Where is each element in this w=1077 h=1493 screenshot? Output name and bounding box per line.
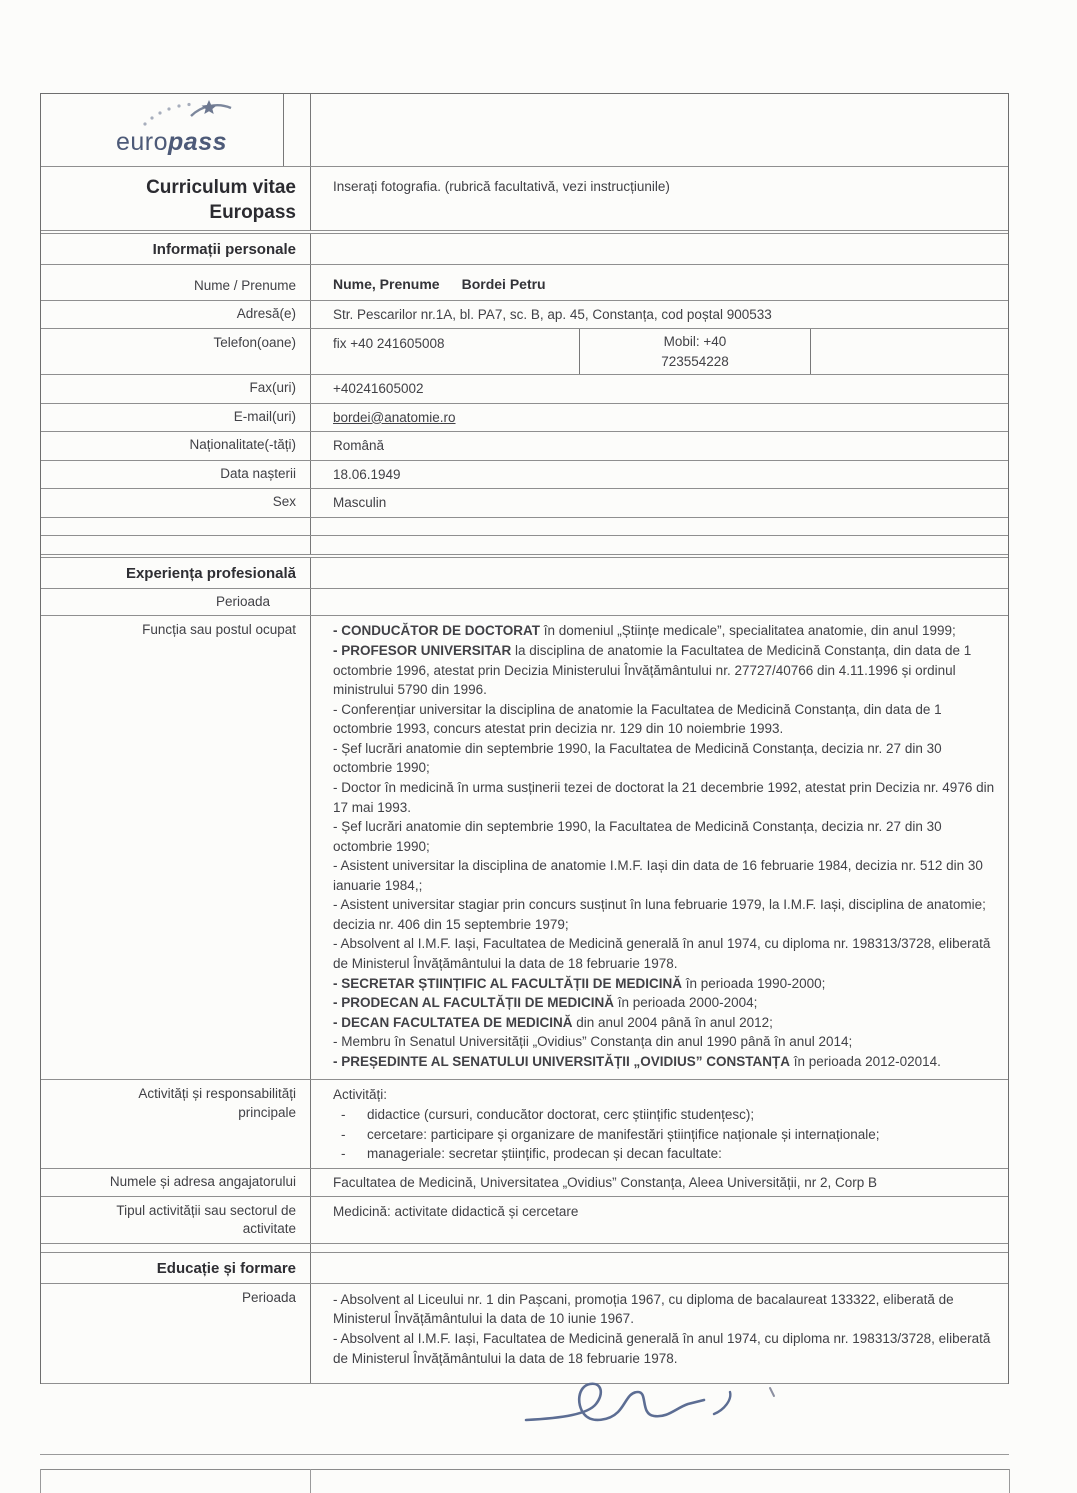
title-line2: Europass: [209, 202, 296, 224]
row-sector: [41, 1197, 1008, 1243]
fax-label: Fax(uri): [41, 375, 311, 403]
section-education-row: [41, 1253, 1008, 1284]
nationality-value: Română: [333, 438, 385, 454]
photo-note: Inserați fotografia. (rubrică facultativă, vezi instrucțiunile): [333, 178, 670, 194]
employer-label: Numele și adresa angajatorului: [41, 1169, 311, 1197]
row-name: [41, 265, 1008, 300]
row-education-period: [41, 1284, 1008, 1384]
row-birthdate: [41, 461, 1008, 490]
section-personal-row: [41, 234, 1008, 265]
employer-value: Facultatea de Medicină, Universitatea „Ovidius” Constanța, Aleea Universității, nr 2, Corp B: [333, 1174, 878, 1190]
sector-label: Tipul activității sau sectorul de activitate: [41, 1197, 311, 1242]
spacer-row: [41, 1244, 1008, 1253]
activities-intro: Activități:: [333, 1087, 388, 1103]
row-period: [41, 589, 1008, 616]
bottom-vline-right: [1009, 1469, 1010, 1493]
bottom-line-1: [40, 1454, 1009, 1455]
activities-bullet: - manageriale: secretar științific, prodecan și decan facultate:: [341, 1146, 722, 1162]
signature-scribble: [518, 1374, 788, 1438]
nationality-label: Naționalitate(-tăți): [41, 432, 311, 460]
row-sex: [41, 489, 1008, 518]
section-experience-title: Experiența profesională: [41, 558, 311, 588]
role-item: - Conferențiar universitar la disciplina de anatomie la Facultatea de Medicină Constanța, din data de 1 octombrie 1993, concurs atestat prin decizia nr. 129 din 10 noiembrie 1993.: [333, 701, 942, 737]
title-line1: Curriculum vitae: [146, 176, 296, 198]
row-nationality: [41, 432, 1008, 461]
spacer-row: [41, 518, 1008, 536]
education-period-value: [311, 1284, 1008, 1383]
logo-row: [41, 94, 1008, 167]
document-title: [41, 167, 311, 230]
row-fax: [41, 375, 1008, 404]
cv-table: [40, 93, 1009, 1384]
role-item: - Absolvent al I.M.F. Iași, Facultatea de Medicină generală în anul 1974, cu diploma nr. 198313/3728, eliberată de Ministerul Învățământului la data de 18 februarie 1978.: [333, 936, 991, 972]
role-item: - Asistent universitar la disciplina de anatomie I.M.F. Iași din data de 16 februarie 1984, decizia nr. 512 din 30 ianuarie 1984,;: [333, 858, 983, 893]
address-value: Str. Pescarilor nr.1A, bl. PA7, sc. B, ap. 45, Constanța, cod poștal 900533: [333, 306, 772, 322]
europass-wordmark: [109, 126, 235, 160]
phone-value: [311, 329, 1008, 374]
role-value: [311, 616, 1008, 1079]
role-item: - CONDUCĂTOR DE DOCTORAT în domeniul „Științe medicale”, specialitatea anatomie, din anul 1999;: [333, 623, 956, 639]
phone-mobile-cell: [579, 329, 811, 374]
europass-logo: [109, 98, 235, 160]
name-value-label: Nume, Prenume: [333, 276, 440, 293]
education-item: - Absolvent al I.M.F. Iași, Facultatea de Medicină generală în anul 1974, cu diploma nr. 198313/3728, eliberată de Ministerul Învățământului la data de 18 februarie 1978.: [333, 1331, 991, 1366]
row-role: [41, 616, 1008, 1080]
logo-subcell: [283, 94, 310, 166]
role-item: - Doctor în medicină în urma susținerii tezei de doctorat la 21 decembrie 1992, atestat prin Decizia nr. 4976 din 17 mai 1993.: [333, 779, 995, 815]
section-personal-empty: [311, 234, 1008, 264]
address-label: Adresă(e): [41, 301, 311, 329]
fax-value: +40241605002: [333, 381, 424, 397]
row-address: [41, 301, 1008, 330]
name-label: Nume / Prenume: [41, 265, 311, 299]
logo-cell: [41, 94, 311, 166]
bottom-vline-col: [310, 1469, 311, 1493]
email-label: E-mail(uri): [41, 404, 311, 432]
email-value: bordei@anatomie.ro: [333, 409, 456, 425]
education-period-label: Perioada: [41, 1284, 311, 1383]
period-label: Perioada: [41, 589, 311, 615]
activities-value: [311, 1080, 1008, 1167]
row-activities: [41, 1080, 1008, 1168]
activities-label: Activități și responsabilități principale: [41, 1080, 311, 1167]
logo-row-empty-cell: [311, 94, 1008, 166]
role-item: - PREȘEDINTE AL SENATULUI UNIVERSITĂȚII „OVIDIUS” CONSTANȚA în perioada 2012-02014.: [333, 1053, 941, 1069]
phone-filler: [811, 329, 1008, 374]
education-item: - Absolvent al Liceului nr. 1 din Pașcani, promoția 1967, cu diploma de bacalaureat 133322, eliberată de Ministerul Învățământului la data de 10 iunie 1967.: [333, 1291, 954, 1327]
role-item: - Asistent universitar stagiar prin concurs susținut în luna februarie 1979, la I.M.F. Iași, disciplina de anatomie; decizia nr. 406 din 15 septembrie 1979;: [333, 897, 986, 932]
role-item: - Membru în Senatul Universității „Ovidius” Constanța din anul 1990 până în anul 2014;: [333, 1034, 853, 1050]
name-value: [311, 265, 1008, 299]
sex-label: Sex: [41, 489, 311, 517]
role-item: - Șef lucrări anatomie din septembrie 1990, la Facultatea de Medicină Constanța, decizia nr. 27 din 30 octombrie 1990;: [333, 740, 942, 776]
phone-label: Telefon(oane): [41, 329, 311, 374]
birthdate-value: 18.06.1949: [333, 466, 401, 482]
bottom-line-2: [40, 1469, 1009, 1470]
role-item: - Șef lucrări anatomie din septembrie 1990, la Facultatea de Medicină Constanța, decizia nr. 27 din 30 octombrie 1990;: [333, 819, 942, 854]
row-employer: [41, 1169, 1008, 1198]
section-education-title: Educație și formare: [41, 1253, 311, 1283]
phone-mobile-line2: 723554228: [661, 353, 729, 369]
activities-bullet: - cercetare: participare și organizare de manifestări științifice naționale și internaționale;: [341, 1126, 880, 1142]
section-experience-row: [41, 558, 1008, 589]
sex-value: Masculin: [333, 495, 387, 511]
phone-fix-value: fix +40 241605008: [333, 336, 445, 352]
role-item: - DECAN FACULTATEA DE MEDICINĂ din anul 2004 până în anul 2012;: [333, 1014, 773, 1030]
sector-value: Medicină: activitate didactică și cercetare: [333, 1204, 579, 1220]
phone-mobile-line1: Mobil: +40: [663, 334, 727, 350]
logo-euro-text: euro: [115, 128, 169, 156]
spacer-row: [41, 536, 1008, 558]
title-row: [41, 167, 1008, 234]
row-email: [41, 404, 1008, 433]
role-item: - SECRETAR ȘTIINȚIFIC AL FACULTĂȚII DE MEDICINĂ în perioada 1990-2000;: [333, 975, 826, 991]
birthdate-label: Data nașterii: [41, 461, 311, 489]
role-item: - PRODECAN AL FACULTĂȚII DE MEDICINĂ în perioada 2000-2004;: [333, 995, 758, 1011]
logo-pass-text: pass: [168, 128, 228, 156]
activities-bullet: - didactice (cursuri, conducător doctorat, cerc științific studențesc);: [341, 1106, 755, 1122]
name-value-name: Bordei Petru: [461, 276, 546, 293]
bottom-vline-left: [40, 1469, 41, 1493]
section-personal-title: Informații personale: [41, 234, 311, 264]
role-item: - PROFESOR UNIVERSITAR la disciplina de anatomie la Facultatea de Medicină Constanța, din data de 1 octombrie 1996, atestat prin Decizia Ministerului Învățământului nr. 27727/40766 din 4.11.1996 și ordinul ministrului 5790 din 1996.: [333, 643, 972, 698]
row-phone: [41, 329, 1008, 375]
role-label: Funcția sau postul ocupat: [41, 616, 311, 1079]
